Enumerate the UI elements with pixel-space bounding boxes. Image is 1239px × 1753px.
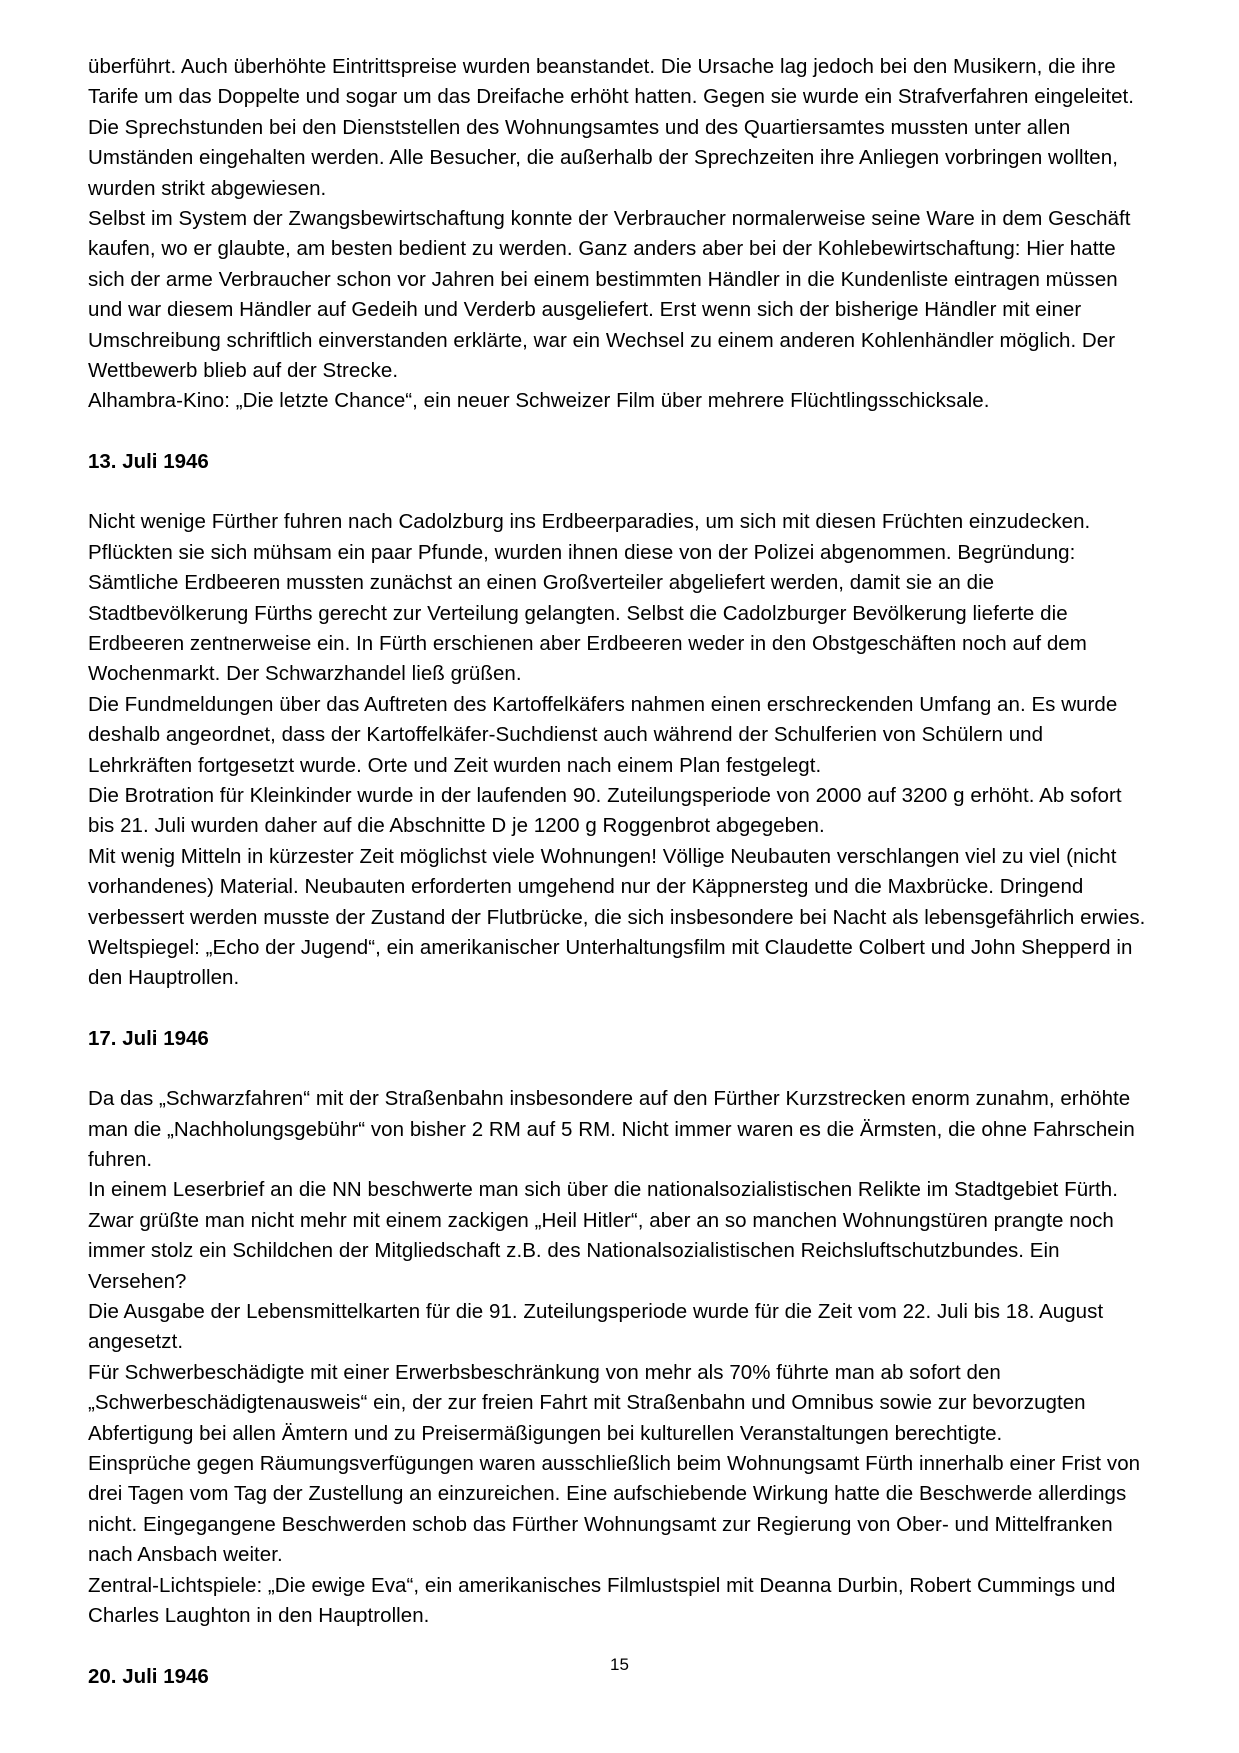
paragraph: Alhambra-Kino: „Die letzte Chance“, ein neuer Schweizer Film über mehrere Flüchtlingsschicksale. bbox=[88, 389, 990, 413]
paragraph: Die Ausgabe der Lebensmittelkarten für die 91. Zuteilungsperiode wurde für die Zeit vom 22. Juli bis 18. August angesetzt. bbox=[88, 1300, 1104, 1354]
continued-entry-paragraphs bbox=[88, 52, 1151, 417]
paragraph: Nicht wenige Fürther fuhren nach Cadolzburg ins Erdbeerparadies, um sich mit diesen Früchten einzudecken. Pflückten sie sich mühsam ein paar Pfunde, wurden ihnen diese von der Polizei abgenommen. Begründung: Sämtliche Erdbeeren mussten zunächst an einen Großverteiler abgeliefert werden, damit sie an die Stadtbevölkerung Fürths gerecht zur Verteilung gelangten. Selbst die Cadolzburger Bevölkerung lieferte die Erdbeeren zentnerweise ein. In Fürth erschienen aber Erdbeeren weder in den Obstgeschäften noch auf dem Wochenmarkt. Der Schwarzhandel ließ grüßen. bbox=[88, 510, 1091, 686]
paragraph: Die Sprechstunden bei den Dienststellen des Wohnungsamtes und des Quartiersamtes mussten unter allen Umständen eingehalten werden. Alle Besucher, die außerhalb der Sprechzeiten ihre Anliegen vorbringen wollten, wurden strikt abgewiesen. bbox=[88, 115, 1118, 200]
date-heading-20-juli-1946: 20. Juli 1946 bbox=[88, 1664, 209, 1688]
paragraph: In einem Leserbrief an die NN beschwerte man sich über die nationalsozialistischen Relikte im Stadtgebiet Fürth. Zwar grüßte man nicht mehr mit einem zackigen „Heil Hitler“, aber an so manchen Wohnungstüren prangte noch immer stolz ein Schildchen der Mitgliedschaft z.B. des Nationalsozialistischen Reichsluftschutzbundes. Ein Versehen? bbox=[88, 1178, 1118, 1293]
spacer bbox=[88, 994, 1151, 1024]
entry-17-juli-1946-paragraphs bbox=[88, 1084, 1151, 1631]
paragraph: Da das „Schwarzfahren“ mit der Straßenbahn insbesondere auf den Fürther Kurzstrecken enorm zunahm, erhöhte man die „Nachholungsgebühr“ von bisher 2 RM auf 5 RM. Nicht immer waren es die Ärmsten, die ohne Fahrschein fuhren. bbox=[88, 1087, 1135, 1171]
spacer bbox=[88, 417, 1151, 447]
date-heading-17-juli-1946: 17. Juli 1946 bbox=[88, 1026, 209, 1050]
paragraph: Weltspiegel: „Echo der Jugend“, ein amerikanischer Unterhaltungsfilm mit Claudette Colbert und John Shepperd in den Hauptrollen. bbox=[88, 935, 1133, 990]
paragraph: Die Brotration für Kleinkinder wurde in der laufenden 90. Zuteilungsperiode von 2000 auf 3200 g erhöht. Ab sofort bis 21. Juli wurden daher auf die Abschnitte D je 1200 g Roggenbrot abgegeben. bbox=[88, 783, 1122, 838]
paragraph: Mit wenig Mitteln in kürzester Zeit möglichst viele Wohnungen! Völlige Neubauten verschlangen viel zu viel (nicht vorhandenes) Material. Neubauten erforderten umgehend nur der Käppnersteg und die Maxbrücke. Dringend verbessert werden musste der Zustand der Flutbrücke, die sich insbesondere bei Nacht als lebensgefährlich erwies. bbox=[88, 844, 1146, 929]
entry-13-juli-1946-paragraphs bbox=[88, 507, 1151, 994]
paragraph: überführt. Auch überhöhte Eintrittspreise wurden beanstandet. Die Ursache lag jedoch bei den Musikern, die ihre Tarife um das Doppelte und sogar um das Dreifache erhöht hatten. Gegen sie wurde ein Strafverfahren eingeleitet. bbox=[88, 55, 1135, 109]
paragraph: Zentral-Lichtspiele: „Die ewige Eva“, ein amerikanisches Filmlustspiel mit Deanna Durbin, Robert Cummings und Charles Laughton in den Hauptrollen. bbox=[88, 1573, 1116, 1628]
paragraph: Für Schwerbeschädigte mit einer Erwerbsbeschränkung von mehr als 70% führte man ab sofort den „Schwerbeschädigtenausweis“ ein, der zur freien Fahrt mit Straßenbahn und Omnibus sowie zur bevorzugten Abfertigung bei allen Ämtern und zu Preisermäßigungen bei kulturellen Veranstaltungen berechtigte. bbox=[88, 1360, 1086, 1445]
paragraph: Einsprüche gegen Räumungsverfügungen waren ausschließlich beim Wohnungsamt Fürth innerhalb einer Frist von drei Tagen vom Tag der Zustellung an einzureichen. Eine aufschiebende Wirkung hatte die Beschwerde allerdings nicht. Eingegangene Beschwerden schob das Fürther Wohnungsamt zur Regierung von Ober- und Mittelfranken nach Ansbach weiter. bbox=[88, 1452, 1141, 1567]
date-heading-13-juli-1946: 13. Juli 1946 bbox=[88, 449, 209, 473]
spacer bbox=[88, 477, 1151, 507]
page-number: 15 bbox=[610, 1655, 629, 1674]
paragraph: Die Fundmeldungen über das Auftreten des Kartoffelkäfers nahmen einen erschreckenden Umfang an. Es wurde deshalb angeordnet, dass der Kartoffelkäfer-Suchdienst auch während der Schulferien von Schülern und Lehrkräften fortgesetzt wurde. Orte und Zeit wurden nach einem Plan festgelegt. bbox=[88, 692, 1118, 777]
paragraph: Selbst im System der Zwangsbewirtschaftung konnte der Verbraucher normalerweise seine Ware in dem Geschäft kaufen, wo er glaubte, am besten bedient zu werden. Ganz anders aber bei der Kohlebewirtschaftung: Hier hatte sich der arme Verbraucher schon vor Jahren bei einem bestimmten Händler in die Kundenliste eintragen müssen und war diesem Händler auf Gedeih und Verderb ausgeliefert. Erst wenn sich der bisherige Händler mit einer Umschreibung schriftlich einverstanden erklärte, war ein Wechsel zu einem anderen Kohlenhändler möglich. Der Wettbewerb blieb auf der Strecke. bbox=[88, 207, 1131, 383]
spacer bbox=[88, 1054, 1151, 1084]
